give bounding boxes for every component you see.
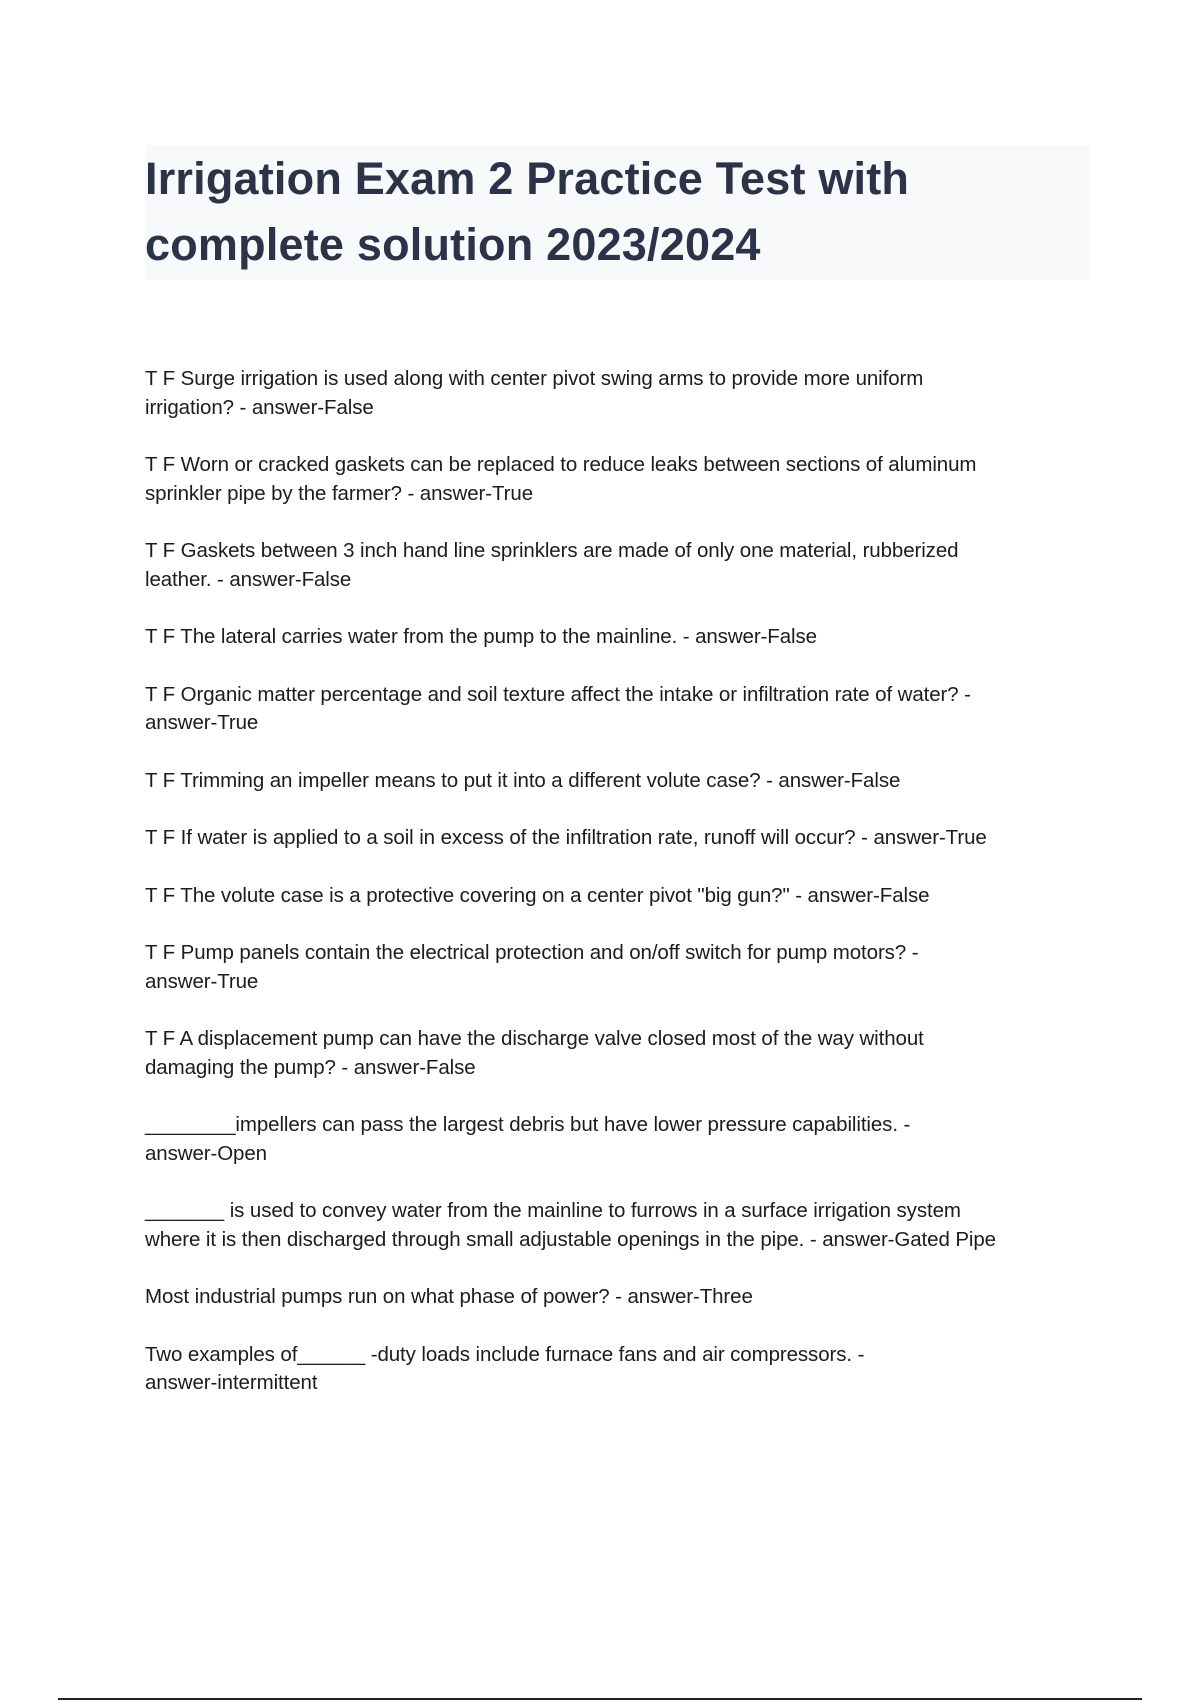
page-title xyxy=(145,146,1089,278)
question-item xyxy=(145,681,1085,738)
question-item xyxy=(145,1111,1085,1168)
question-item xyxy=(145,882,1085,911)
question-text: T F Trimming an impeller means to put it into a different volute case? - answer-False xyxy=(145,768,901,792)
question-item xyxy=(145,1283,1085,1312)
title-line-2: complete solution 2023/2024 xyxy=(145,219,761,270)
question-text: _______ is used to convey water from the mainline to furrows in a surface irrigation system xyxy=(145,1199,961,1222)
question-item xyxy=(145,767,1085,796)
question-item xyxy=(145,1197,1085,1254)
question-item xyxy=(145,623,1085,652)
question-text: T F A displacement pump can have the discharge valve closed most of the way without xyxy=(145,1027,924,1050)
answer-text: damaging the pump? - answer-False xyxy=(145,1055,476,1079)
question-text: T F Pump panels contain the electrical protection and on/off switch for pump motors? - xyxy=(145,941,919,964)
question-text: Most industrial pumps run on what phase of power? - answer-Three xyxy=(145,1285,753,1308)
answer-text: leather. - answer-False xyxy=(145,567,352,591)
question-item xyxy=(145,824,1085,853)
question-item xyxy=(145,1341,1085,1398)
question-text: T F Gaskets between 3 inch hand line sprinklers are made of only one material, rubberized xyxy=(145,539,959,562)
title-line-1: Irrigation Exam 2 Practice Test with xyxy=(145,153,910,204)
answer-text: where it is then discharged through small adjustable openings in the pipe. - answer-Gated Pipe xyxy=(145,1227,996,1251)
question-item xyxy=(145,537,1085,594)
question-text: Two examples of______ -duty loads include furnace fans and air compressors. - xyxy=(145,1342,865,1366)
question-text: T F Surge irrigation is used along with center pivot swing arms to provide more uniform xyxy=(145,367,924,390)
answer-text: sprinkler pipe by the farmer? - answer-True xyxy=(145,481,534,505)
question-text: T F Organic matter percentage and soil texture affect the intake or infiltration rate of water? - xyxy=(145,682,971,706)
answer-text: answer-True xyxy=(145,969,259,993)
question-item xyxy=(145,1025,1085,1082)
question-item xyxy=(145,939,1085,996)
answer-text: answer-intermittent xyxy=(145,1371,318,1394)
question-text: T F Worn or cracked gaskets can be replaced to reduce leaks between sections of aluminum xyxy=(145,453,977,476)
answer-text: irrigation? - answer-False xyxy=(145,395,374,419)
question-item xyxy=(145,365,1085,422)
question-text: T F The lateral carries water from the pump to the mainline. - answer-False xyxy=(145,625,817,648)
question-text: T F If water is applied to a soil in excess of the infiltration rate, runoff will occur? - answer-True xyxy=(145,826,987,849)
answer-text: answer-True xyxy=(145,711,259,734)
question-text: T F The volute case is a protective covering on a center pivot "big gun?" - answer-False xyxy=(145,883,930,907)
question-list xyxy=(145,365,1085,1427)
title-block xyxy=(145,145,1089,280)
answer-text: answer-Open xyxy=(145,1141,267,1165)
question-item xyxy=(145,451,1085,508)
question-text: ________impellers can pass the largest debris but have lower pressure capabilities. - xyxy=(145,1113,911,1136)
